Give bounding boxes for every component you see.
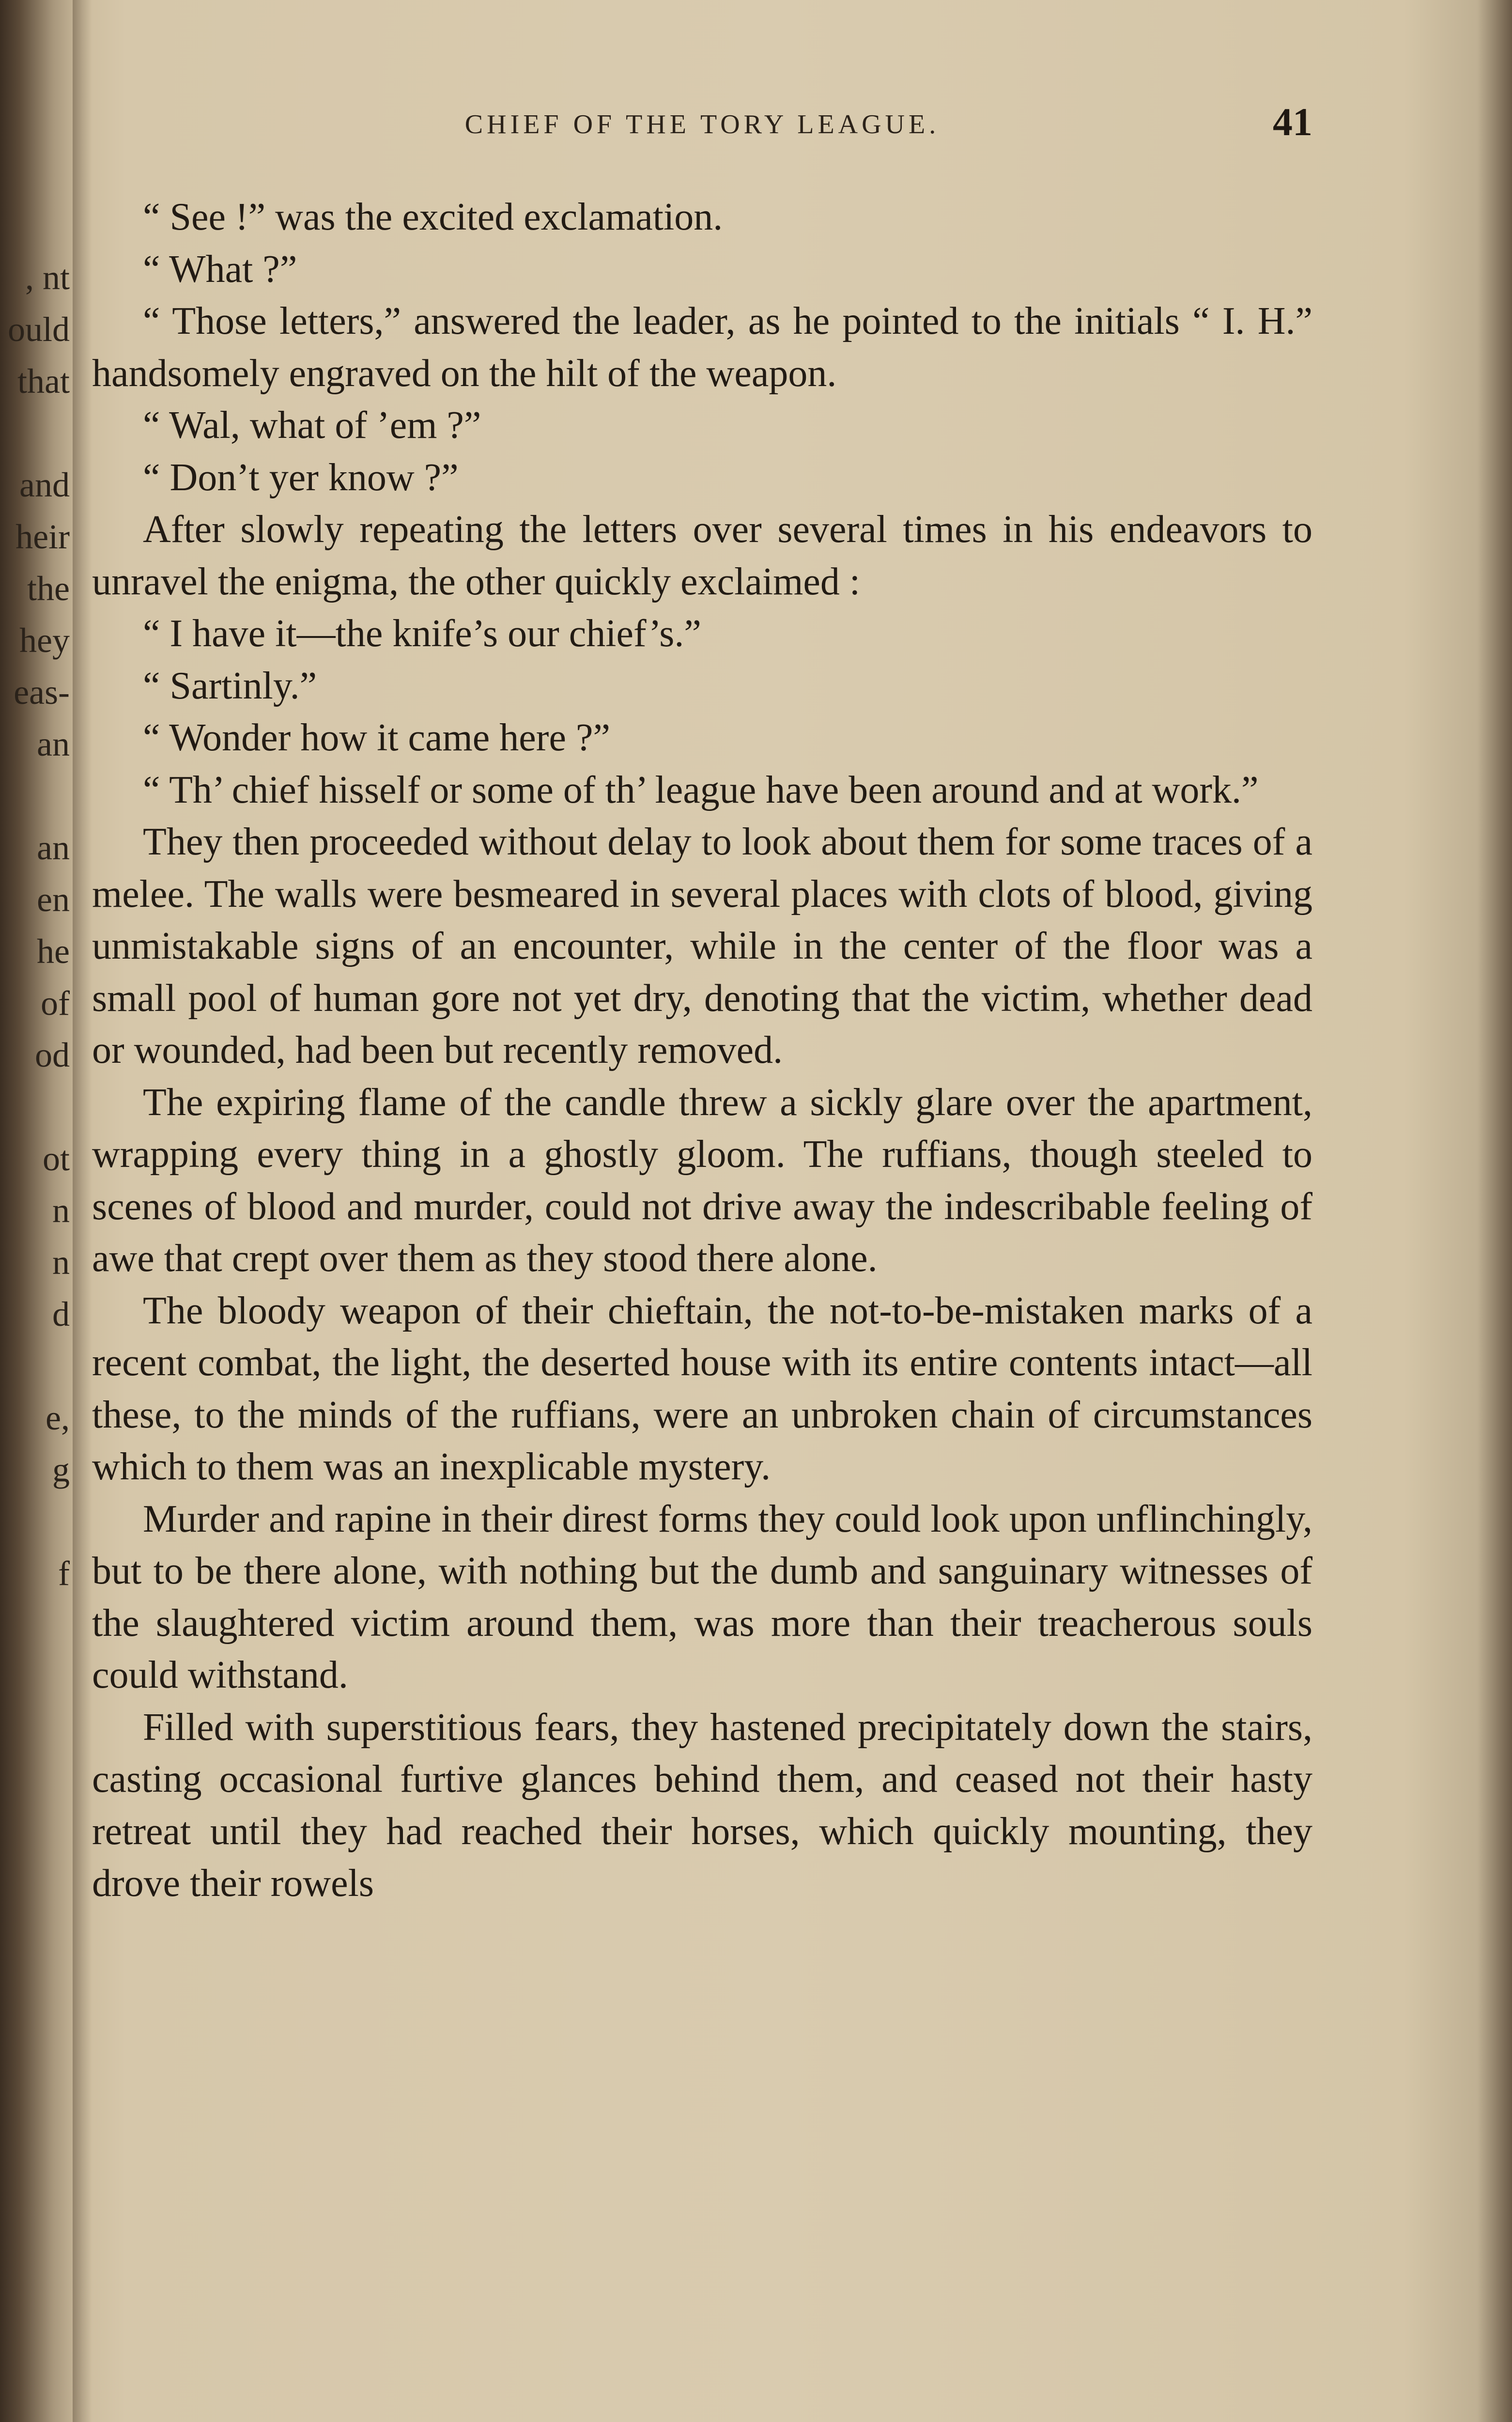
left-fragment: d xyxy=(52,1295,70,1334)
paragraph: The expiring flame of the candle threw a sickly glare over the apartment, wrapping every thing in a ghostly gloom. The ruffians, though steeled to scenes of blood and murder, could not drive away the indescribable feeling of awe that crept over them as they stood there alone. xyxy=(92,1081,1312,1280)
paragraph: Murder and rapine in their direst forms they could look upon unflinchingly, but to be there alone, with nothing but the dumb and sanguinary witnesses of the slaughtered victim around them, was more than their treacherous souls could withstand. xyxy=(92,1497,1312,1696)
paragraph: “ Those letters,” answered the leader, as he pointed to the initials “ I. H.” handsomely engraved on the hilt of the weapon. xyxy=(92,300,1312,395)
left-fragment: n xyxy=(52,1243,70,1282)
left-fragment: the xyxy=(27,569,70,608)
left-fragment xyxy=(0,407,82,459)
paragraph: “ Wal, what of ’em ?” xyxy=(143,404,481,447)
left-fragment: en xyxy=(37,880,70,919)
left-fragment: he xyxy=(37,932,70,971)
left-fragment: heir xyxy=(15,517,70,556)
left-fragment xyxy=(0,1081,82,1133)
left-fragment xyxy=(0,770,82,822)
left-fragment: ould xyxy=(7,310,70,349)
paragraph: “ Wonder how it came here ?” xyxy=(143,716,610,759)
left-fragment: n xyxy=(52,1191,70,1230)
paragraph: “ See !” was the excited exclamation. xyxy=(143,196,723,238)
left-fragment: hey xyxy=(19,621,70,660)
paragraph: The bloody weapon of their chieftain, the not-to-be-mistaken marks of a recent combat, the light, the deserted house with its entire contents intact—all these, to the minds of the ruffians, were an unbroken chain of circumstances which to them was an inexplicable mystery. xyxy=(92,1289,1312,1488)
left-fragment: od xyxy=(35,1036,70,1074)
left-fragment xyxy=(0,1340,82,1392)
left-fragment: and xyxy=(19,466,70,504)
page-number: 41 xyxy=(1273,100,1312,144)
left-fragment: an xyxy=(37,725,70,763)
left-fragment: eas- xyxy=(14,673,70,712)
body-text xyxy=(92,191,1312,1910)
left-fragment: an xyxy=(37,828,70,867)
left-fragment xyxy=(0,1496,82,1548)
running-head: CHIEF OF THE TORY LEAGUE. xyxy=(464,109,940,140)
paragraph: “ Don’t yer know ?” xyxy=(143,456,459,499)
paragraph: Filled with superstitious fears, they hastened precipitately down the stairs, casting occasional furtive glances behind them, and ceased not their hasty retreat until they had reached their horses, which quickly mounting, they drove their rowels xyxy=(92,1706,1312,1905)
paragraph: “ Sartinly.” xyxy=(143,664,317,707)
left-fragment: g xyxy=(52,1450,70,1489)
paragraph: “ Th’ chief hisself or some of th’ league have been around and at work.” xyxy=(143,768,1259,811)
paragraph: “ What ?” xyxy=(143,248,297,291)
page-header xyxy=(92,99,1312,162)
left-fragment: ot xyxy=(42,1139,70,1178)
left-page-edge-text xyxy=(0,252,82,1599)
left-fragment: , nt xyxy=(25,258,70,297)
paragraph: “ I have it—the knife’s our chief’s.” xyxy=(143,612,701,655)
paragraph: They then proceeded without delay to look about them for some traces of a melee. The walls were besmeared in several places with clots of blood, giving unmistakable signs of an encounter, while in the center of the floor was a small pool of human gore not yet dry, denoting that the victim, whether dead or wounded, had been but recently removed. xyxy=(92,821,1312,1071)
left-fragment: that xyxy=(17,362,70,401)
left-fragment: f xyxy=(58,1554,70,1593)
left-fragment: of xyxy=(41,984,70,1023)
left-fragment: e, xyxy=(46,1398,70,1437)
paragraph: After slowly repeating the letters over several times in his endeavors to unravel the enigma, the other quickly exclaimed : xyxy=(92,508,1312,603)
